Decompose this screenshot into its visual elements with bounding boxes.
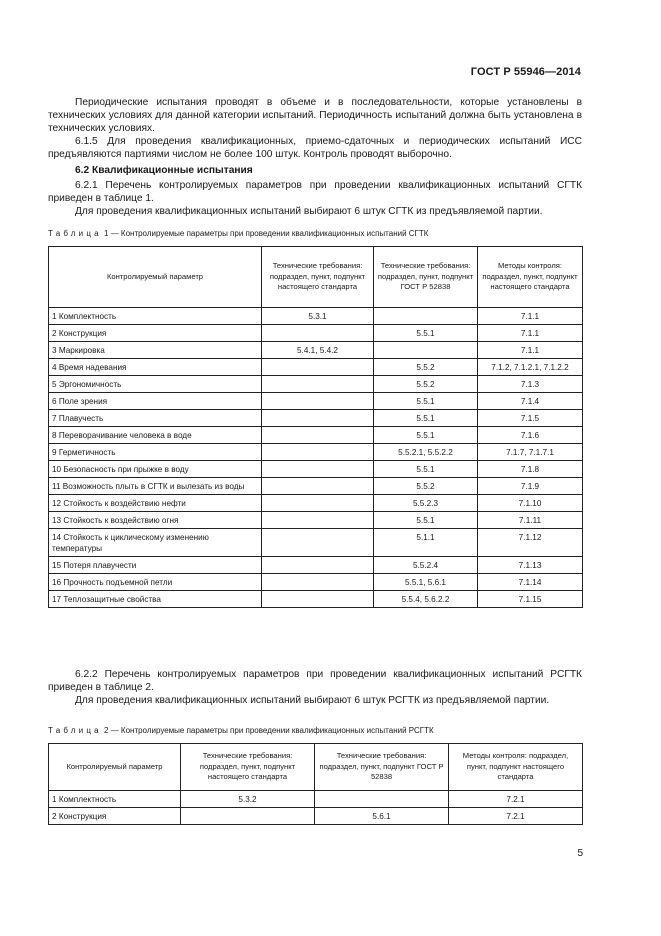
reference-cell: 7.1.13	[478, 557, 583, 574]
table-row	[49, 529, 583, 557]
parameter-cell: 1 Комплектность	[49, 791, 181, 808]
reference-cell	[262, 393, 374, 410]
reference-cell: 5.5.1	[374, 461, 478, 478]
reference-cell: 5.5.1	[374, 325, 478, 342]
reference-cell: 7.1.7, 7.1.7.1	[478, 444, 583, 461]
reference-cell	[181, 808, 315, 825]
parameter-cell: 10 Безопасность при прыжке в воду	[49, 461, 262, 478]
reference-cell: 5.5.2	[374, 376, 478, 393]
reference-cell: 7.1.5	[478, 410, 583, 427]
table2	[48, 743, 583, 825]
table-row	[49, 444, 583, 461]
table-header-row	[49, 247, 583, 308]
paragraph: 6.2.2 Перечень контролируемых параметров при проведении квалификационных испытаний РСГТК приведен в таблице 2.	[48, 669, 582, 693]
reference-cell: 7.1.6	[478, 427, 583, 444]
reference-cell	[262, 376, 374, 393]
column-header: Технические требования: подраздел, пункт, подпункт настоящего стандарта	[262, 247, 374, 308]
column-header: Методы контроля: подраздел, пункт, подпункт настоящего стандарта	[449, 744, 583, 791]
parameter-cell: 7 Плавучесть	[49, 410, 262, 427]
reference-cell	[262, 427, 374, 444]
reference-cell: 7.1.12	[478, 529, 583, 557]
reference-cell: 5.5.1	[374, 410, 478, 427]
table-row	[49, 308, 583, 325]
paragraph: Периодические испытания проводят в объеме и в последовательности, которые установлены в технических условиях для данной категории испытаний. Периодичность испытаний должна быть установлена в технических условиях.	[48, 97, 582, 134]
reference-cell: 5.5.1, 5.6.1	[374, 574, 478, 591]
table-row	[49, 325, 583, 342]
parameter-cell: 17 Теплозащитные свойства	[49, 591, 262, 608]
table-row	[49, 393, 583, 410]
reference-cell	[262, 557, 374, 574]
parameter-cell: 4 Время надевания	[49, 359, 262, 376]
reference-cell: 7.1.1	[478, 342, 583, 359]
parameter-cell: 11 Возможность плыть в СГТК и вылезать из воды	[49, 478, 262, 495]
reference-cell: 7.2.1	[449, 808, 583, 825]
text-block-bottom	[48, 668, 582, 707]
reference-cell	[262, 461, 374, 478]
reference-cell	[262, 495, 374, 512]
reference-cell: 5.5.2	[374, 478, 478, 495]
document-standard-number: ГОСТ Р 55946—2014	[470, 66, 581, 78]
table-row	[49, 791, 583, 808]
reference-cell: 7.1.11	[478, 512, 583, 529]
parameter-cell: 9 Герметичность	[49, 444, 262, 461]
parameter-cell: 14 Стойкость к циклическому изменению температуры	[49, 529, 262, 557]
reference-cell: 5.5.2.3	[374, 495, 478, 512]
reference-cell: 5.4.1, 5.4.2	[262, 342, 374, 359]
section-heading: 6.2 Квалификационные испытания	[75, 165, 253, 176]
table-row	[49, 342, 583, 359]
reference-cell: 5.6.1	[315, 808, 449, 825]
table-row	[49, 359, 583, 376]
column-header: Технические требования: подраздел, пункт, подпункт ГОСТ Р 52838	[374, 247, 478, 308]
reference-cell: 7.1.8	[478, 461, 583, 478]
parameter-cell: 6 Поле зрения	[49, 393, 262, 410]
reference-cell: 5.5.2.4	[374, 557, 478, 574]
reference-cell	[262, 359, 374, 376]
parameter-cell: 2 Конструкция	[49, 808, 181, 825]
reference-cell	[262, 529, 374, 557]
column-header: Технические требования: подраздел, пункт, подпункт ГОСТ Р 52838	[315, 744, 449, 791]
reference-cell: 5.5.2.1, 5.5.2.2	[374, 444, 478, 461]
reference-cell: 7.1.9	[478, 478, 583, 495]
reference-cell	[262, 478, 374, 495]
reference-cell: 7.1.4	[478, 393, 583, 410]
reference-cell	[262, 512, 374, 529]
parameter-cell: 3 Маркировка	[49, 342, 262, 359]
column-header: Контролируемый параметр	[49, 247, 262, 308]
reference-cell: 5.5.2	[374, 359, 478, 376]
reference-cell: 7.1.2, 7.1.2.1, 7.1.2.2	[478, 359, 583, 376]
parameter-cell: 1 Комплектность	[49, 308, 262, 325]
reference-cell	[262, 574, 374, 591]
column-header: Контролируемый параметр	[49, 744, 181, 791]
reference-cell	[262, 325, 374, 342]
reference-cell	[262, 410, 374, 427]
table-row	[49, 495, 583, 512]
reference-cell: 5.3.1	[262, 308, 374, 325]
reference-cell	[262, 444, 374, 461]
caption-text: 2 — Контролируемые параметры при проведении квалификационных испытаний РСГТК	[104, 726, 434, 735]
reference-cell	[262, 591, 374, 608]
reference-cell: 5.5.1	[374, 393, 478, 410]
reference-cell: 7.1.3	[478, 376, 583, 393]
reference-cell: 7.1.15	[478, 591, 583, 608]
reference-cell: 5.5.1	[374, 427, 478, 444]
parameter-cell: 5 Эргономичность	[49, 376, 262, 393]
paragraph: 6.2.1 Перечень контролируемых параметров при проведении квалификационных испытаний СГТК приведен в таблице 1.	[48, 180, 582, 204]
reference-cell: 7.1.1	[478, 325, 583, 342]
reference-cell: 5.3.2	[181, 791, 315, 808]
table1	[48, 246, 583, 608]
caption-word: Таблица	[48, 726, 102, 735]
table-row	[49, 478, 583, 495]
paragraph: Для проведения квалификационных испытаний выбирают 6 штук РСГТК из предъявляемой партии.	[75, 695, 550, 706]
table1-caption	[48, 229, 428, 238]
reference-cell: 5.5.4, 5.6.2.2	[374, 591, 478, 608]
parameter-cell: 12 Стойкость к воздействию нефти	[49, 495, 262, 512]
reference-cell: 7.2.1	[449, 791, 583, 808]
reference-cell	[374, 342, 478, 359]
reference-cell: 7.1.10	[478, 495, 583, 512]
caption-word: Таблица	[48, 229, 102, 238]
table-header-row	[49, 744, 583, 791]
reference-cell: 5.5.1	[374, 512, 478, 529]
table-row	[49, 808, 583, 825]
table-row	[49, 410, 583, 427]
table-row	[49, 376, 583, 393]
column-header: Методы контроля: подраздел, пункт, подпункт настоящего стандарта	[478, 247, 583, 308]
parameter-cell: 8 Переворачивание человека в воде	[49, 427, 262, 444]
text-block-top	[48, 96, 582, 218]
caption-text: 1 — Контролируемые параметры при проведении квалификационных испытаний СГТК	[104, 229, 429, 238]
parameter-cell: 16 Прочность подъемной петли	[49, 574, 262, 591]
reference-cell: 5.1.1	[374, 529, 478, 557]
reference-cell	[315, 791, 449, 808]
table2-caption	[48, 726, 434, 735]
reference-cell: 7.1.14	[478, 574, 583, 591]
table-row	[49, 461, 583, 478]
column-header: Технические требования: подраздел, пункт, подпункт настоящего стандарта	[181, 744, 315, 791]
parameter-cell: 15 Потеря плавучести	[49, 557, 262, 574]
table-row	[49, 557, 583, 574]
table-row	[49, 512, 583, 529]
paragraph: 6.1.5 Для проведения квалификационных, приемо-сдаточных и периодических испытаний ИСС предъявляются партиями числом не более 100 штук. Контроль проводят выборочно.	[48, 136, 582, 160]
reference-cell	[374, 308, 478, 325]
parameter-cell: 2 Конструкция	[49, 325, 262, 342]
parameter-cell: 13 Стойкость к воздействию огня	[49, 512, 262, 529]
page-number: 5	[577, 848, 583, 859]
table-row	[49, 574, 583, 591]
paragraph: Для проведения квалификационных испытаний выбирают 6 штук СГТК из предъявляемой партии.	[75, 206, 543, 217]
table-row	[49, 427, 583, 444]
table-row	[49, 591, 583, 608]
reference-cell: 7.1.1	[478, 308, 583, 325]
